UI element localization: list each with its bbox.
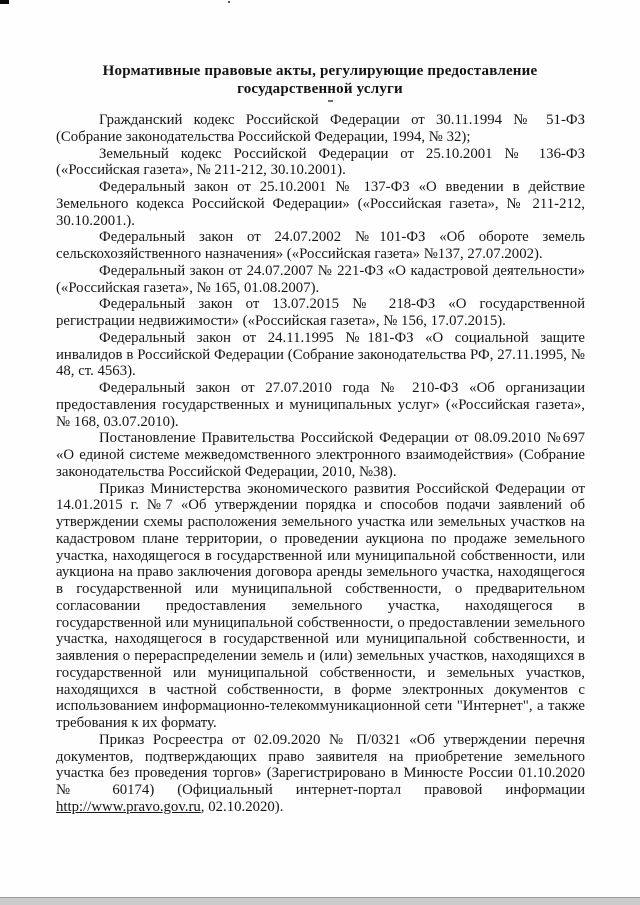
legal-act-paragraph-rosreestr-order [56,732,585,816]
pravo-gov-ru-link[interactable]: http://www.pravo.gov.ru [56,798,201,815]
document-title: Нормативные правовые акты, регулирующие предоставление государственной услуги [102,63,538,97]
document-body [56,112,585,816]
legal-act-paragraph-minec-order-7: Приказ Министерства экономического развития Российской Федерации от 14.01.2015 г. №7 «Об утверждении порядка и способов подачи заявлений об утверждении схемы расположения земельного участка или земельных участков на кадастровом плане территории, о проведении аукциона по продаже земельного участка, находящегося в государственной или муниципальной собственности, или аукциона на право заключения договора аренды земельного участка, находящегося в государственной или муниципальной собственности, о предварительном согласовании предоставления земельного участка, находящегося в государственной или муниципальной собственности, о предоставлении земельного участка, находящегося в государственной или муниципальной собственности, и заявления о перераспределении земель и (или) земельных участков, находящихся в государственной или муниципальной собственности, и земельных участков, находящихся в частной собственности, в форме электронных документов с использованием информационно-телекоммуникационной сети "Интернет", а также требования к их формату. [56,480,585,731]
legal-act-paragraph-fz-101: Федеральный закон от 24.07.2002 №101-ФЗ «Об обороте земель сельскохозяйственного назначения» («Российская газета» №137, 27.07.2002). [56,229,585,262]
legal-act-paragraph-fz-218: Федеральный закон от 13.07.2015 № 218-ФЗ «О государственной регистрации недвижимости» («Российская газета», № 156, 17.07.2015). [56,296,585,329]
legal-act-paragraph-civil-code: Гражданский кодекс Российской Федерации от 30.11.1994 № 51-ФЗ (Собрание законодательства Российской Федерации, 1994, № 32); [56,112,585,145]
legal-act-paragraph-fz-181: Федеральный закон от 24.11.1995 №181-ФЗ «О социальной защите инвалидов в Российской Федерации (Собрание законодательства РФ, 27.11.1995, № 48, ст. 4563). [56,329,585,380]
legal-act-paragraph-fz-210: Федеральный закон от 27.07.2010 года № 210-ФЗ «Об организации предоставления государственных и муниципальных услуг» («Российская газета», № 168, 03.07.2010). [56,380,585,430]
legal-act-paragraph-fz-137: Федеральный закон от 25.10.2001 № 137-ФЗ «О введении в действие Земельного кодекса Российской Федерации» («Российская газета», № 211-212, 30.10.2001.). [56,179,585,229]
scan-artifact-dash [328,100,333,102]
rosreestr-order-tail: , 02.10.2020). [200,798,284,815]
scan-artifact-top-left [0,0,9,4]
window-bottom-edge [0,897,640,905]
legal-act-paragraph-government-decree-697: Постановление Правительства Российской Федерации от 08.09.2010 №697 «О единой системе межведомственного электронного взаимодействия» (Собрание законодательства Российской Федерации, 2010, №38). [56,430,585,480]
legal-act-paragraph-fz-221: Федеральный закон от 24.07.2007 № 221-ФЗ «О кадастровой деятельности» («Российская газета», № 165, 01.08.2007). [56,262,585,296]
legal-act-paragraph-land-code: Земельный кодекс Российской Федерации от 25.10.2001 № 136-ФЗ («Российская газета», № 211-212, 30.10.2001). [56,145,585,179]
rosreestr-order-text: Приказ Росреестра от 02.09.2020 № П/0321 «Об утверждении перечня документов, подтверждающих право заявителя на приобретение земельного участка без проведения торгов» (Зарегистрировано в Минюсте России 01.10.2020 № 60174) (Официальный интернет-портал правовой информации [56,731,585,798]
scan-artifact-speck [228,1,230,3]
